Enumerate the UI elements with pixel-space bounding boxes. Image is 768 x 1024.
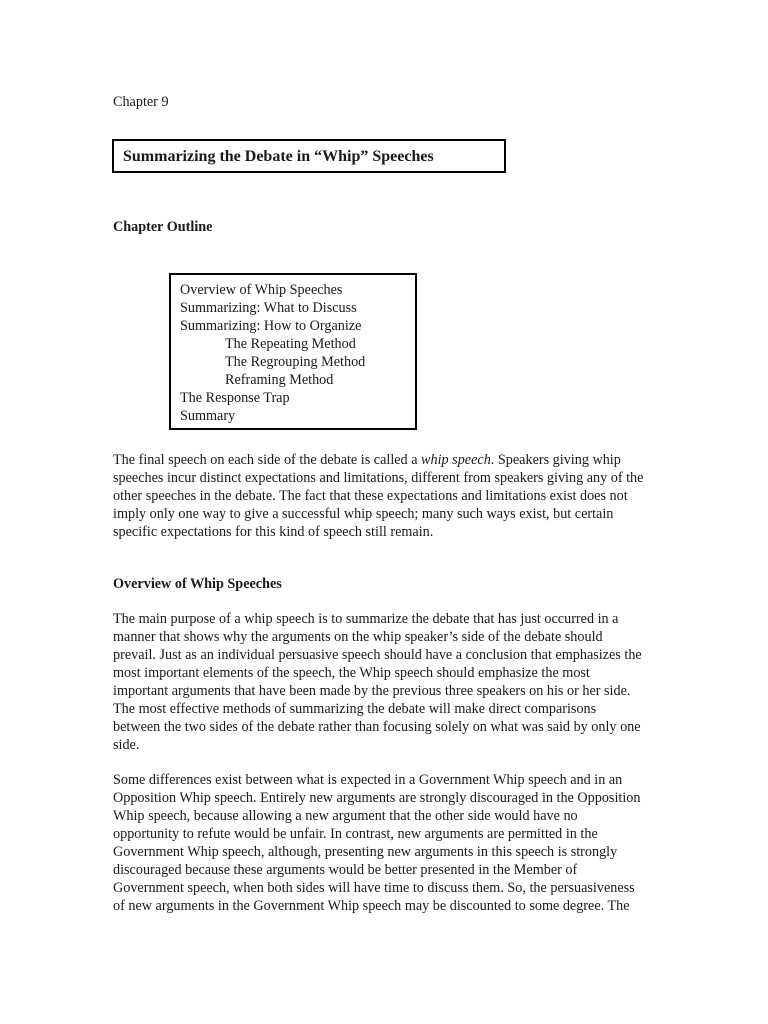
paragraph-line: side. [113, 737, 140, 753]
paragraph-line: of new arguments in the Government Whip speech may be discounted to some degree. The [113, 898, 630, 914]
outline-list [180, 281, 365, 425]
paragraph-line: The final speech on each side of the debate is called a whip speech. Speakers giving whip [113, 452, 621, 468]
paragraph-line: manner that shows why the arguments on the whip speaker’s side of the debate should [113, 629, 603, 645]
paragraph-line: The most effective methods of summarizing the debate will make direct comparisons [113, 701, 597, 717]
paragraph-line: between the two sides of the debate rather than focusing solely on what was said by only one [113, 719, 641, 735]
paragraph-line: opportunity to refute would be unfair. In contrast, new arguments are permitted in the [113, 826, 598, 842]
paragraph-line: imply only one way to give a successful whip speech; many such ways exist, but certain [113, 506, 614, 522]
overview-heading: Overview of Whip Speeches [113, 576, 282, 592]
outline-item: Summarizing: How to Organize [180, 318, 362, 334]
paragraph-line: The main purpose of a whip speech is to summarize the debate that has just occurred in a [113, 611, 619, 627]
chapter-title: Summarizing the Debate in “Whip” Speeches [123, 148, 434, 165]
paragraph-line: most important elements of the speech, the Whip speech should emphasize the most [113, 665, 590, 681]
paragraph-line: specific expectations for this kind of speech still remain. [113, 524, 434, 540]
paragraph-line: Opposition Whip speech. Entirely new arguments are strongly discouraged in the Opposition [113, 790, 641, 806]
paragraph-line: other speeches in the debate. The fact that these expectations and limitations exist does not [113, 488, 628, 504]
paragraph-line: speeches incur distinct expectations and limitations, different from speakers giving any of the [113, 470, 644, 486]
paragraph-line: Government speech, when both sides will have time to discuss them. So, the persuasiveness [113, 880, 635, 896]
outline-heading: Chapter Outline [113, 219, 213, 235]
outline-box [169, 273, 417, 430]
purpose-paragraph [113, 610, 683, 754]
outline-item: Summarizing: What to Discuss [180, 300, 357, 316]
whip-speech-term: whip speech [421, 452, 491, 468]
paragraph-line: prevail. Just as an individual persuasive speech should have a conclusion that emphasizes the [113, 647, 642, 663]
chapter-label: Chapter 9 [113, 94, 169, 110]
differences-paragraph [113, 771, 683, 915]
outline-item: The Repeating Method [225, 336, 356, 352]
paragraph-line: Government Whip speech, although, presenting new arguments in this speech is strongly [113, 844, 618, 860]
intro-paragraph [113, 451, 683, 541]
paragraph-line: Some differences exist between what is expected in a Government Whip speech and in an [113, 772, 623, 788]
outline-item: Reframing Method [225, 372, 334, 388]
outline-item: The Response Trap [180, 390, 290, 406]
paragraph-line: discouraged because these arguments would be better presented in the Member of [113, 862, 578, 878]
outline-item: The Regrouping Method [225, 354, 366, 370]
paragraph-line: Whip speech, because allowing a new argument that the other side would have no [113, 808, 578, 824]
chapter-title-box [112, 139, 506, 173]
paragraph-line: important arguments that have been made by the previous three speakers on his or her side. [113, 683, 631, 699]
outline-item: Summary [180, 408, 236, 424]
outline-item: Overview of Whip Speeches [180, 282, 343, 298]
